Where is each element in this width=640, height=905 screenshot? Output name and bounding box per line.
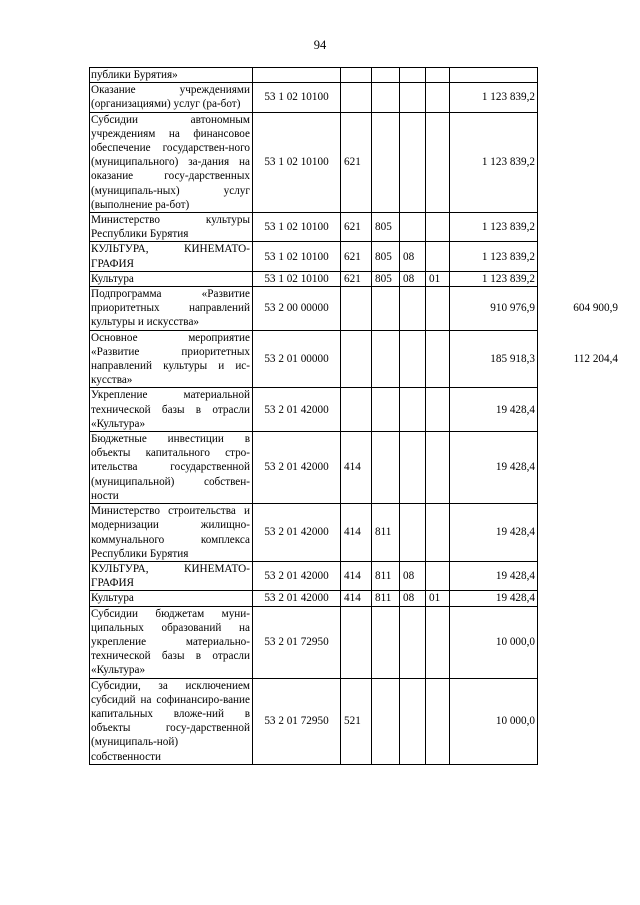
row-rz: 08 — [400, 271, 426, 286]
row-pr — [426, 112, 450, 212]
row-pr — [426, 606, 450, 678]
row-grbs — [372, 678, 400, 764]
row-name: Бюджетные инвестиции в объекты капитального стро-ительства государственной (муниципальной) собствен-ности — [90, 432, 253, 504]
table-row — [90, 678, 620, 764]
row-grbs — [372, 287, 400, 331]
row-rz — [400, 330, 426, 388]
row-code — [253, 68, 341, 83]
row-vr — [341, 606, 372, 678]
table-row — [90, 242, 620, 271]
row-vr: 621 — [341, 112, 372, 212]
row-pr — [426, 213, 450, 242]
row-sum-1: 19 428,4 — [450, 432, 538, 504]
row-vr — [341, 287, 372, 331]
row-sum-1: 19 428,4 — [450, 591, 538, 606]
row-sum-1: 19 428,4 — [450, 504, 538, 562]
row-sum-2: 604 900,9 — [538, 287, 620, 331]
row-grbs: 805 — [372, 242, 400, 271]
row-code: 53 2 01 72950 — [253, 678, 341, 764]
row-sum-1: 1 123 839,2 — [450, 271, 538, 286]
row-rz: 08 — [400, 242, 426, 271]
row-vr: 521 — [341, 678, 372, 764]
row-sum-1: 910 976,9 — [450, 287, 538, 331]
row-name: публики Бурятия» — [90, 68, 253, 83]
row-sum-2: 112 204,4 — [538, 330, 620, 388]
row-code: 53 1 02 10100 — [253, 271, 341, 286]
row-rz — [400, 388, 426, 432]
row-sum-1: 1 123 839,2 — [450, 213, 538, 242]
row-vr — [341, 388, 372, 432]
table-row — [90, 591, 620, 606]
row-vr: 414 — [341, 432, 372, 504]
row-pr — [426, 388, 450, 432]
row-rz — [400, 606, 426, 678]
row-sum-2 — [538, 83, 620, 112]
page-number: 94 — [313, 38, 327, 52]
row-name: Министерство строительства и модернизации жилищно-коммунального комплекса Республики Бурятия — [90, 504, 253, 562]
row-sum-2 — [538, 606, 620, 678]
row-grbs — [372, 432, 400, 504]
row-sum-2 — [538, 271, 620, 286]
table-row — [90, 330, 620, 388]
row-rz: 08 — [400, 561, 426, 590]
row-code: 53 2 01 42000 — [253, 561, 341, 590]
table-row — [90, 287, 620, 331]
row-sum-2 — [538, 591, 620, 606]
row-name: Оказание учреждениями (организациями) услуг (ра-бот) — [90, 83, 253, 112]
row-sum-1: 19 428,4 — [450, 561, 538, 590]
row-code: 53 1 02 10100 — [253, 83, 341, 112]
row-name: КУЛЬТУРА, КИНЕМАТО-ГРАФИЯ — [90, 242, 253, 271]
row-sum-2 — [538, 242, 620, 271]
row-sum-1: 1 123 839,2 — [450, 112, 538, 212]
table-row — [90, 606, 620, 678]
table-body — [90, 68, 620, 765]
row-rz — [400, 83, 426, 112]
row-name: Культура — [90, 591, 253, 606]
budget-table — [89, 67, 620, 765]
row-vr: 414 — [341, 591, 372, 606]
row-sum-1 — [450, 68, 538, 83]
row-grbs: 805 — [372, 271, 400, 286]
row-rz — [400, 504, 426, 562]
row-rz — [400, 213, 426, 242]
row-name: КУЛЬТУРА, КИНЕМАТО-ГРАФИЯ — [90, 561, 253, 590]
row-code: 53 2 01 42000 — [253, 591, 341, 606]
row-code: 53 2 01 72950 — [253, 606, 341, 678]
row-code: 53 1 02 10100 — [253, 213, 341, 242]
row-code: 53 2 01 42000 — [253, 388, 341, 432]
row-pr — [426, 287, 450, 331]
row-sum-2 — [538, 504, 620, 562]
row-name: Основное мероприятие «Развитие приоритетных направлений культуры и ис-кусства» — [90, 330, 253, 388]
row-sum-2 — [538, 678, 620, 764]
table-row — [90, 432, 620, 504]
row-grbs: 805 — [372, 213, 400, 242]
row-code: 53 2 01 00000 — [253, 330, 341, 388]
row-grbs — [372, 68, 400, 83]
row-pr — [426, 504, 450, 562]
row-sum-2 — [538, 213, 620, 242]
row-sum-1: 185 918,3 — [450, 330, 538, 388]
table-row — [90, 213, 620, 242]
row-grbs — [372, 388, 400, 432]
row-pr — [426, 242, 450, 271]
row-rz: 08 — [400, 591, 426, 606]
table-row — [90, 112, 620, 212]
row-pr — [426, 678, 450, 764]
row-name: Субсидии, за исключением субсидий на софинансиро-вание капитальных вложе-ний в объекты госу-дарственной (муниципаль-ной) собственности — [90, 678, 253, 764]
row-pr: 01 — [426, 271, 450, 286]
row-vr: 414 — [341, 504, 372, 562]
row-vr — [341, 68, 372, 83]
row-pr — [426, 561, 450, 590]
row-rz — [400, 287, 426, 331]
row-vr: 621 — [341, 271, 372, 286]
row-vr — [341, 83, 372, 112]
row-grbs — [372, 606, 400, 678]
row-sum-1: 1 123 839,2 — [450, 83, 538, 112]
row-vr: 414 — [341, 561, 372, 590]
row-grbs: 811 — [372, 591, 400, 606]
row-grbs — [372, 112, 400, 212]
row-pr — [426, 432, 450, 504]
row-pr — [426, 330, 450, 388]
row-name: Подпрограмма «Развитие приоритетных направлений культуры и искусства» — [90, 287, 253, 331]
row-code: 53 2 01 42000 — [253, 432, 341, 504]
row-rz — [400, 678, 426, 764]
row-code: 53 1 02 10100 — [253, 242, 341, 271]
table-row — [90, 388, 620, 432]
table-row — [90, 83, 620, 112]
row-sum-1: 19 428,4 — [450, 388, 538, 432]
row-sum-1: 10 000,0 — [450, 606, 538, 678]
row-grbs: 811 — [372, 504, 400, 562]
row-sum-2 — [538, 112, 620, 212]
row-name: Субсидии бюджетам муни-ципальных образований на укрепление материально-технической базы в отрасли «Культура» — [90, 606, 253, 678]
row-rz — [400, 68, 426, 83]
table-row — [90, 504, 620, 562]
row-sum-1: 1 123 839,2 — [450, 242, 538, 271]
row-code: 53 2 00 00000 — [253, 287, 341, 331]
row-grbs — [372, 330, 400, 388]
row-rz — [400, 432, 426, 504]
row-sum-2 — [538, 388, 620, 432]
row-grbs — [372, 83, 400, 112]
row-pr — [426, 83, 450, 112]
row-name: Культура — [90, 271, 253, 286]
table-row — [90, 68, 620, 83]
row-name: Министерство культуры Республики Бурятия — [90, 213, 253, 242]
row-grbs: 811 — [372, 561, 400, 590]
row-sum-1: 10 000,0 — [450, 678, 538, 764]
row-name: Субсидии автономным учреждениям на финансовое обеспечение государствен-ного (муниципального) за-дания на оказание госу-дарственных (муниципаль-ных) услуг (выполнение ра-бот) — [90, 112, 253, 212]
row-code: 53 1 02 10100 — [253, 112, 341, 212]
row-sum-2 — [538, 68, 620, 83]
table-row — [90, 271, 620, 286]
row-name: Укрепление материальной технической базы в отрасли «Культура» — [90, 388, 253, 432]
row-code: 53 2 01 42000 — [253, 504, 341, 562]
row-sum-2 — [538, 432, 620, 504]
row-vr — [341, 330, 372, 388]
row-vr: 621 — [341, 242, 372, 271]
row-vr: 621 — [341, 213, 372, 242]
table-row — [90, 561, 620, 590]
row-pr — [426, 68, 450, 83]
row-rz — [400, 112, 426, 212]
row-pr: 01 — [426, 591, 450, 606]
row-sum-2 — [538, 561, 620, 590]
